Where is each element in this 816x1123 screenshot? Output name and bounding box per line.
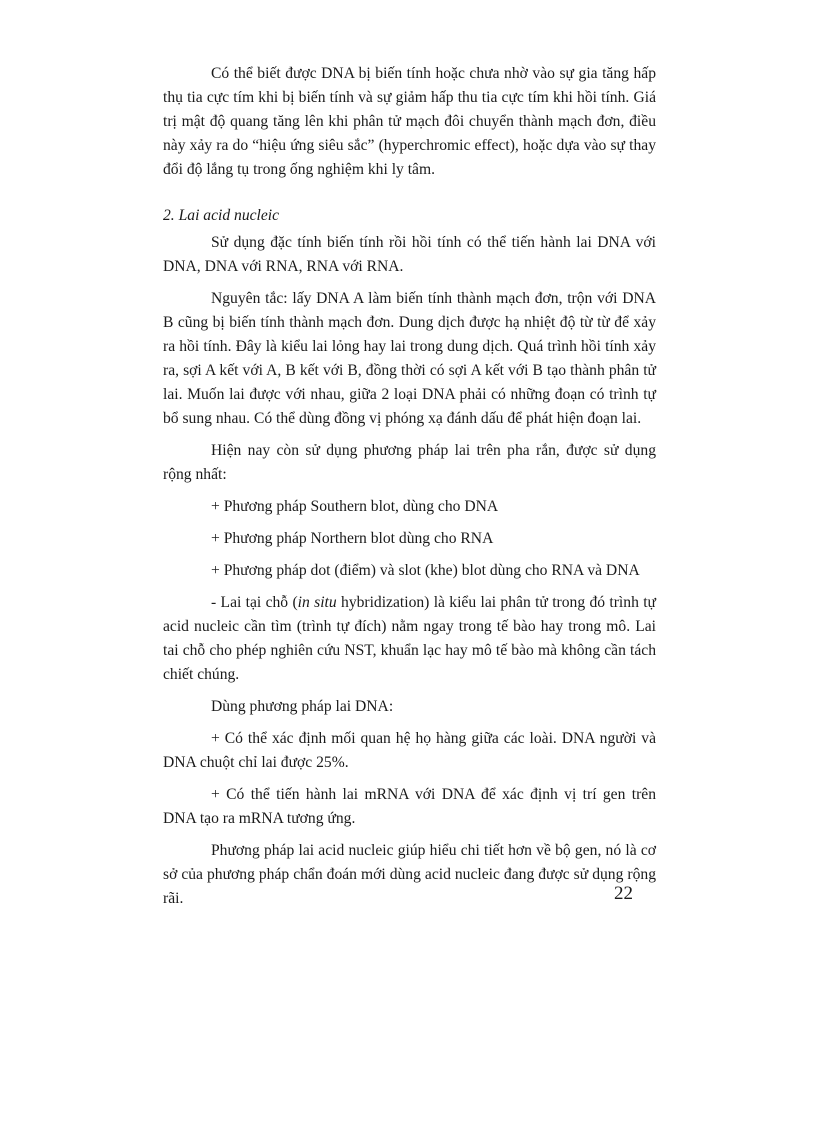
- in-situ-italic: in situ: [297, 594, 337, 611]
- in-situ-text-pre: - Lai tại chỗ (: [211, 594, 298, 611]
- paragraph-species-relationship: + Có thể xác định mối quan hệ họ hàng giữa các loài. DNA người và DNA chuột chỉ lai được 25%.: [163, 730, 656, 771]
- page-body: [163, 62, 656, 919]
- bullet-dot-slot-blot: + Phương pháp dot (điểm) và slot (khe) blot dùng cho RNA và DNA: [211, 562, 640, 579]
- paragraph-in-situ: [163, 591, 656, 687]
- in-situ-text-post: hybridization) là kiểu lai phân tử trong đó trình tự acid nucleic cần tìm (trình tự đích) nằm ngay trong tế bào hay trong mô. Lai tai chỗ cho phép nghiên cứu NST, khuẩn lạc hay mô tế bào mà không cần tách chiết chúng.: [163, 594, 656, 683]
- paragraph-principle: Nguyên tắc: lấy DNA A làm biến tính thành mạch đơn, trộn với DNA B cũng bị biến tính thành mạch đơn. Dung dịch được hạ nhiệt độ từ từ để xảy ra hồi tính. Đây là kiểu lai lỏng hay lai trong dung dịch. Quá trình hồi tính xảy ra, sợi A kết với A, B kết với B, đồng thời có sợi A kết với B tạo thành phân tử lai. Muốn lai được với nhau, giữa 2 loại DNA phải có những đoạn có trình tự bổ sung nhau. Có thể dùng đồng vị phóng xạ đánh dấu để phát hiện đoạn lai.: [163, 290, 656, 427]
- paragraph-gene-location: + Có thể tiến hành lai mRNA với DNA để xác định vị trí gen trên DNA tạo ra mRNA tương ứng.: [163, 786, 656, 827]
- bullet-northern-blot: + Phương pháp Northern blot dùng cho RNA: [211, 530, 494, 547]
- paragraph-using-dna-hybridization: Dùng phương pháp lai DNA:: [211, 698, 394, 715]
- paragraph-solid-phase: Hiện nay còn sử dụng phương pháp lai trên pha rắn, được sử dụng rộng nhất:: [163, 442, 656, 483]
- bullet-southern-blot: + Phương pháp Southern blot, dùng cho DNA: [211, 498, 499, 515]
- section-heading: 2. Lai acid nucleic: [163, 207, 280, 224]
- paragraph-hybridization-intro: Sử dụng đặc tính biến tính rồi hồi tính có thể tiến hành lai DNA với DNA, DNA với RNA, RNA với RNA.: [163, 234, 656, 275]
- paragraph-conclusion: Phương pháp lai acid nucleic giúp hiểu chi tiết hơn về bộ gen, nó là cơ sở của phương pháp chẩn đoán mới dùng acid nucleic đang được sử dụng rộng rãi.: [163, 842, 656, 907]
- paragraph-denaturation-detection: Có thể biết được DNA bị biến tính hoặc chưa nhờ vào sự gia tăng hấp thụ tia cực tím khi bị biến tính và sự giảm hấp thu tia cực tím khi hồi tính. Giá trị mật độ quang tăng lên khi phân tử mạch đôi chuyển thành mạch đơn, điều này xảy ra do “hiệu ứng siêu sắc” (hyperchromic effect), hoặc dựa vào sự thay đổi độ lắng tụ trong ống nghiệm khi ly tâm.: [163, 65, 656, 178]
- page-number: 22: [614, 883, 633, 904]
